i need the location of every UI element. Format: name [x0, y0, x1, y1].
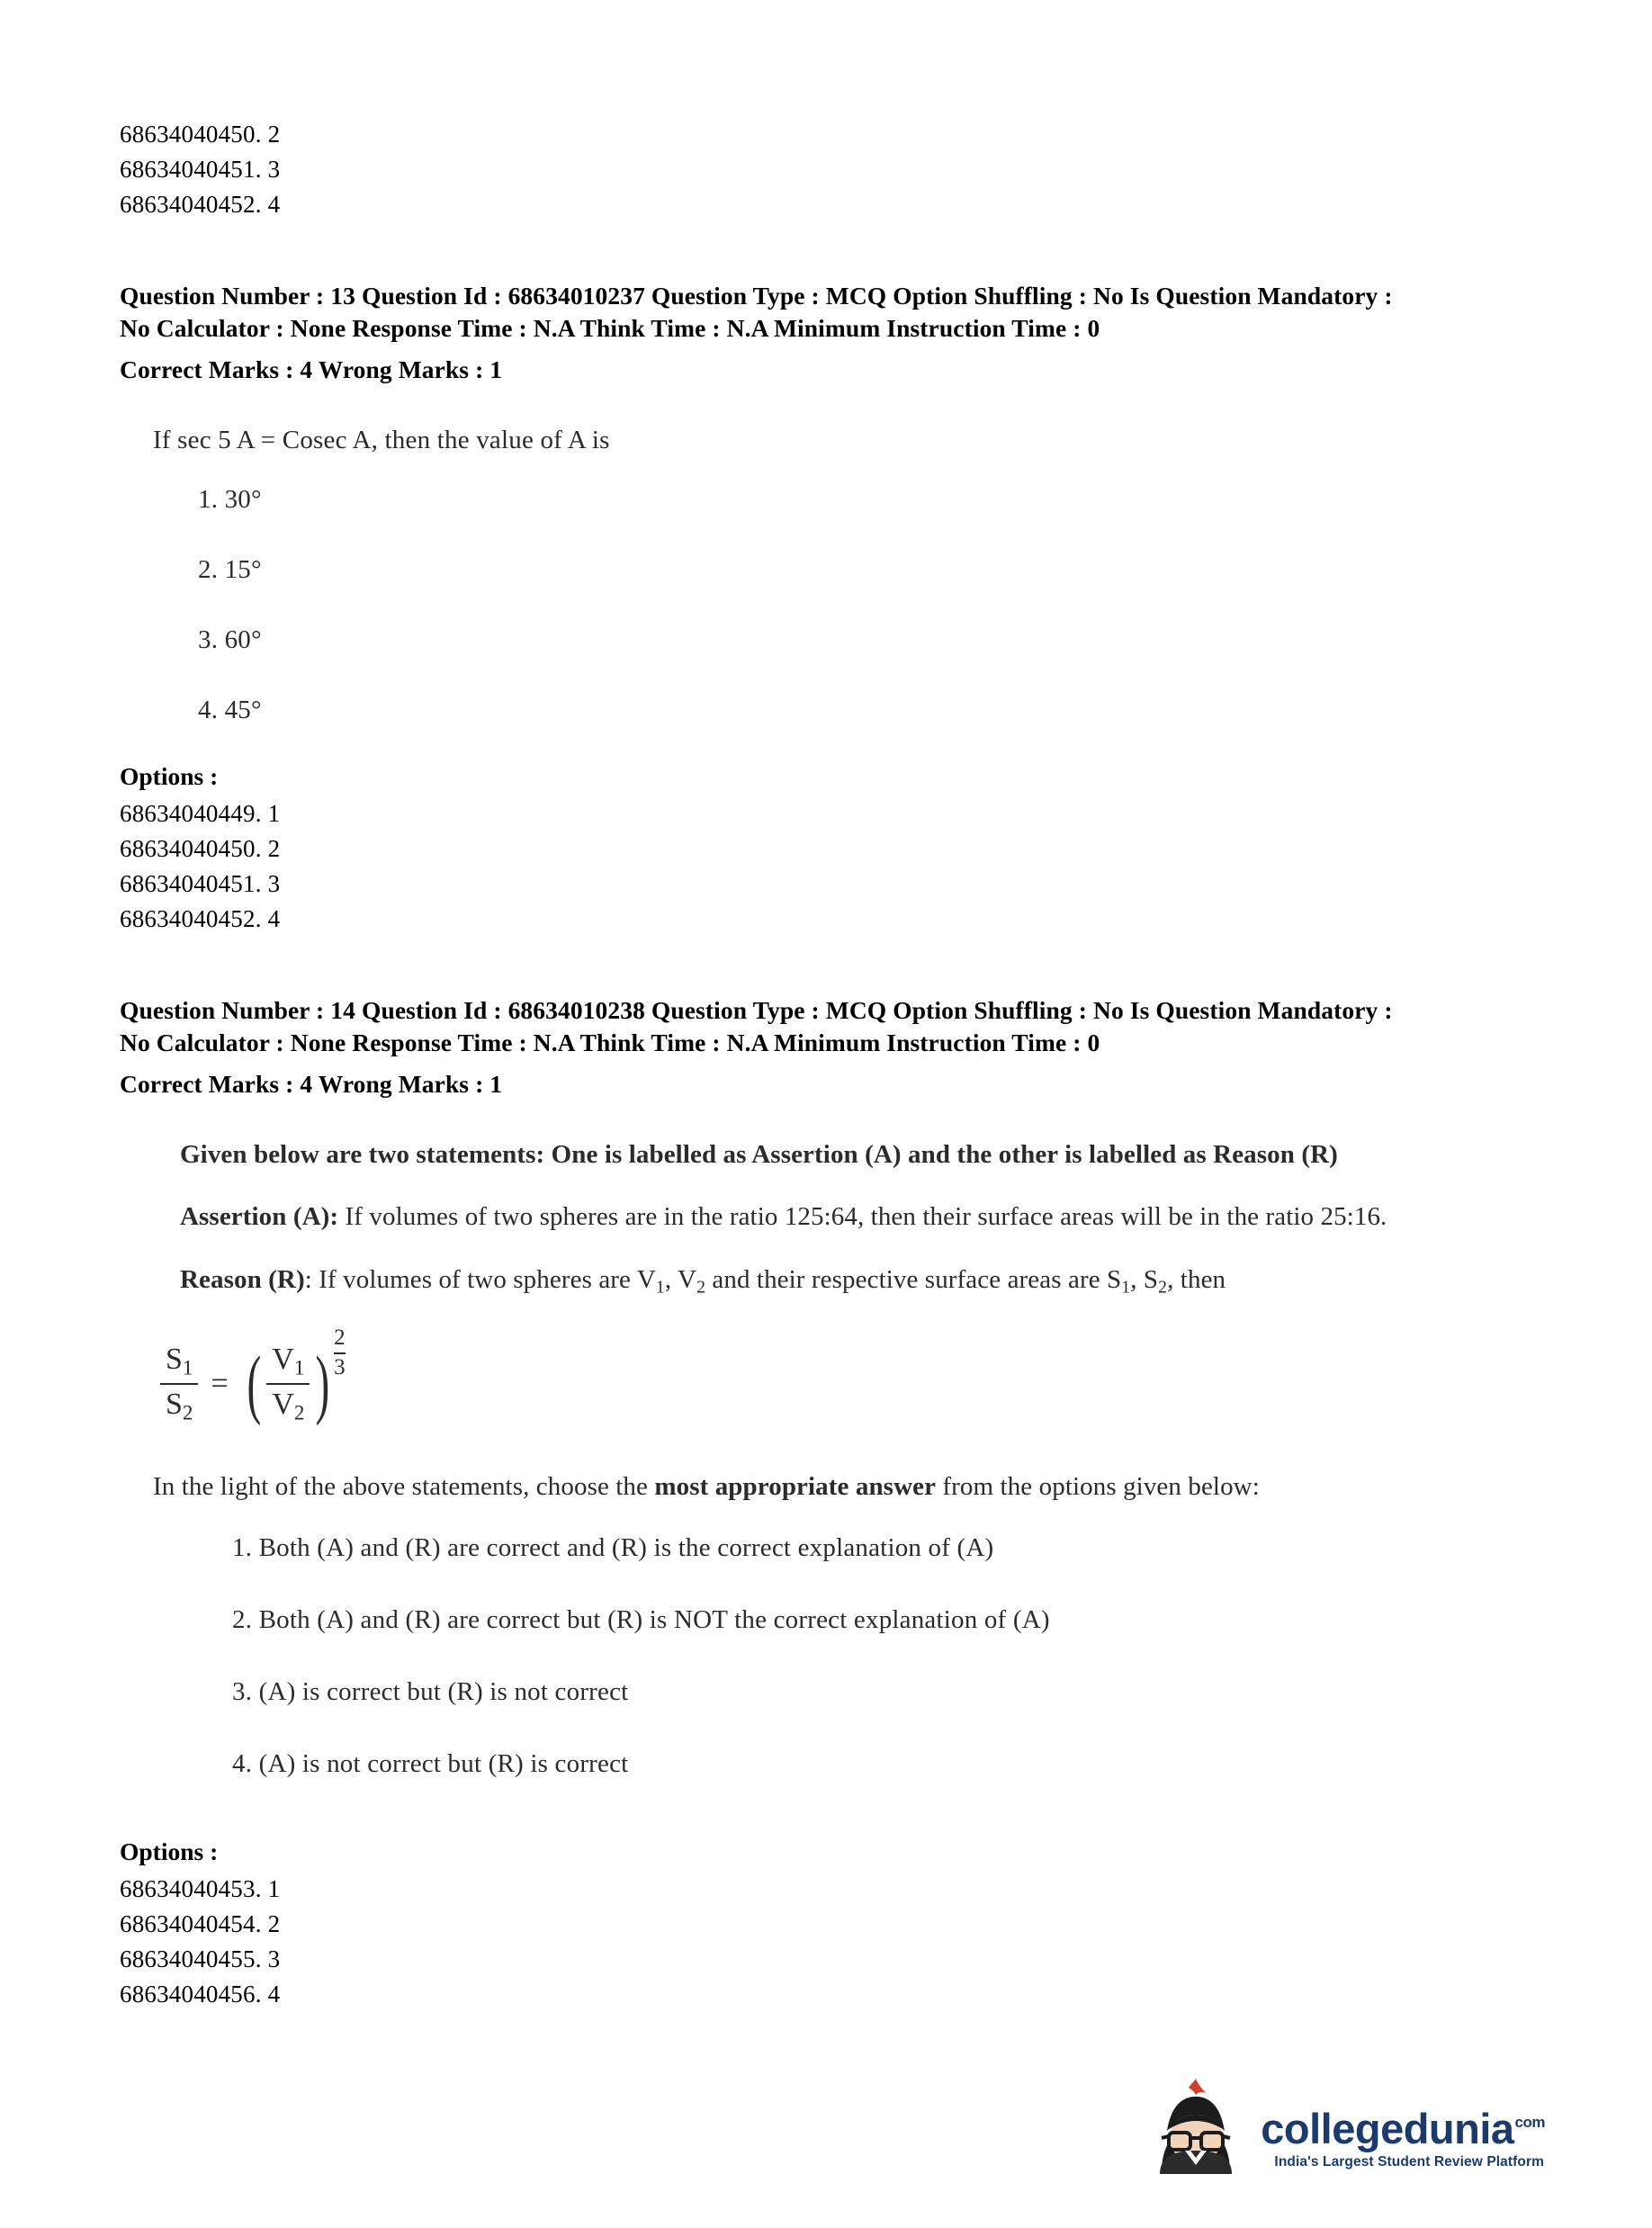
formula-lhs-num-symbol: S [166, 1342, 183, 1376]
question-14-marks: Correct Marks : 4 Wrong Marks : 1 [120, 1070, 503, 1098]
assertion-text: If volumes of two spheres are in the ratio 125:64, then their surface areas will be in the ratio 25:16. [338, 1202, 1387, 1231]
formula-rhs-denominator [266, 1388, 310, 1424]
reason-text-5: , then [1167, 1265, 1226, 1294]
formula-lhs-den-symbol: S [166, 1387, 183, 1421]
question-13-choice[interactable]: 3. 60° [198, 625, 262, 654]
collegedunia-brand [1261, 2107, 1544, 2150]
assertion-label: Assertion (A): [180, 1202, 339, 1231]
question-14-option-ids [120, 1872, 1526, 2012]
option-id: 68634040451. 3 [120, 870, 281, 897]
formula-exponent [334, 1326, 346, 1379]
reason-sub-2: 2 [696, 1277, 706, 1298]
formula-exponent-denominator: 3 [334, 1354, 346, 1379]
option-id: 68634040452. 4 [120, 191, 281, 218]
question-13-choices [153, 481, 1526, 728]
collegedunia-brand-text: collegedunia [1261, 2105, 1514, 2152]
formula-left-paren: ( [247, 1340, 261, 1427]
question-13-marks: Correct Marks : 4 Wrong Marks : 1 [120, 355, 503, 383]
collegedunia-brand-suffix: com [1514, 2114, 1545, 2131]
option-id: 68634040450. 2 [120, 121, 281, 148]
formula-exponent-bar [334, 1352, 346, 1354]
previous-question-option-ids [120, 117, 1526, 222]
option-id: 68634040451. 3 [120, 156, 281, 183]
formula-rhs-numerator [266, 1343, 310, 1379]
question-14-choice[interactable]: 2. Both (A) and (R) are correct but (R) is NOT the correct explanation of (A) [232, 1604, 1050, 1634]
question-13-choice[interactable]: 1. 30° [198, 485, 262, 514]
question-14-choices [153, 1530, 1526, 1782]
reason-sub-4: 2 [1158, 1277, 1168, 1298]
formula-lhs-numerator [160, 1343, 198, 1379]
question-14-assertion [153, 1198, 1526, 1235]
question-14-formula [153, 1325, 1526, 1438]
question-13-meta-line-1: Question Number : 13 Question Id : 68634010237 Question Type : MCQ Option Shuffling : No Is Question Mandatory : [120, 282, 1393, 310]
question-14-meta-line-2: No Calculator : None Response Time : N.A Think Time : N.A Minimum Instruction Time : 0 [120, 1029, 1100, 1056]
question-13-options-label: Options : [120, 762, 219, 790]
collegedunia-tagline: India's Largest Student Review Platform [1274, 2154, 1544, 2170]
option-id: 68634040456. 4 [120, 1980, 281, 2008]
reason-sub-1: 1 [655, 1277, 665, 1298]
formula-rhs-bar [266, 1383, 310, 1385]
question-14-options-label: Options : [120, 1837, 219, 1865]
formula-lhs-bar [160, 1383, 198, 1385]
question-13-choice[interactable]: 2. 15° [198, 555, 262, 584]
option-id: 68634040455. 3 [120, 1945, 281, 1972]
option-id: 68634040450. 2 [120, 835, 281, 862]
question-14-closing [153, 1469, 1526, 1505]
reason-sub-3: 1 [1121, 1277, 1131, 1298]
question-14-title: Given below are two statements: One is labelled as Assertion (A) and the other is labelled as Reason (R) [180, 1140, 1338, 1169]
question-14-choice[interactable]: 3. (A) is correct but (R) is not correct [232, 1676, 629, 1706]
formula-rhs-den-sub: 2 [293, 1400, 305, 1424]
question-13-body [120, 422, 1526, 728]
option-id: 68634040453. 1 [120, 1874, 281, 1902]
collegedunia-mascot-icon [1144, 2075, 1248, 2176]
option-id: 68634040449. 1 [120, 800, 281, 827]
formula-lhs-den-sub: 2 [182, 1400, 193, 1424]
reason-text-4: , S [1130, 1265, 1159, 1294]
question-14-reason [153, 1261, 1526, 1307]
formula-rhs-den-symbol: V [272, 1387, 294, 1421]
formula-equals: = [211, 1366, 229, 1400]
question-14-body [120, 1136, 1526, 1782]
collegedunia-wordmark [1261, 2107, 1544, 2176]
option-id: 68634040454. 2 [120, 1909, 281, 1937]
reason-text-2: , V [664, 1265, 697, 1294]
formula-lhs-denominator [160, 1388, 198, 1424]
closing-pre: In the light of the above statements, choose the [153, 1471, 655, 1501]
question-14-choice[interactable]: 4. (A) is not correct but (R) is correct [232, 1748, 629, 1778]
formula-right-paren: ) [315, 1340, 330, 1427]
reason-text-3: and their respective surface areas are S [705, 1265, 1122, 1294]
formula-rhs-fraction [266, 1343, 310, 1424]
formula-rhs-num-symbol: V [272, 1342, 294, 1376]
question-14-choice[interactable]: 1. Both (A) and (R) are correct and (R) is the correct explanation of (A) [232, 1532, 994, 1562]
question-14-meta-line-1: Question Number : 14 Question Id : 68634010238 Question Type : MCQ Option Shuffling : No Is Question Mandatory : [120, 996, 1393, 1024]
formula-exponent-numerator: 2 [334, 1325, 346, 1351]
question-13-option-ids [120, 796, 1526, 937]
question-13-stem: If sec 5 A = Cosec A, then the value of A is [153, 426, 610, 454]
question-13-metadata [120, 280, 1526, 386]
formula-lhs-num-sub: 1 [182, 1356, 193, 1380]
reason-label: Reason (R) [180, 1265, 305, 1294]
question-14-metadata [120, 994, 1526, 1101]
reason-text-1: : If volumes of two spheres are V [304, 1265, 656, 1294]
closing-bold: most appropriate answer [654, 1471, 937, 1501]
collegedunia-watermark [1144, 2075, 1544, 2176]
closing-post: from the options given below: [936, 1471, 1260, 1501]
question-13-choice[interactable]: 4. 45° [198, 696, 262, 724]
formula-rhs-num-sub: 1 [293, 1356, 305, 1380]
option-id: 68634040452. 4 [120, 905, 281, 932]
question-13-meta-line-2: No Calculator : None Response Time : N.A Think Time : N.A Minimum Instruction Time : 0 [120, 314, 1100, 342]
formula-lhs-fraction [160, 1343, 198, 1424]
